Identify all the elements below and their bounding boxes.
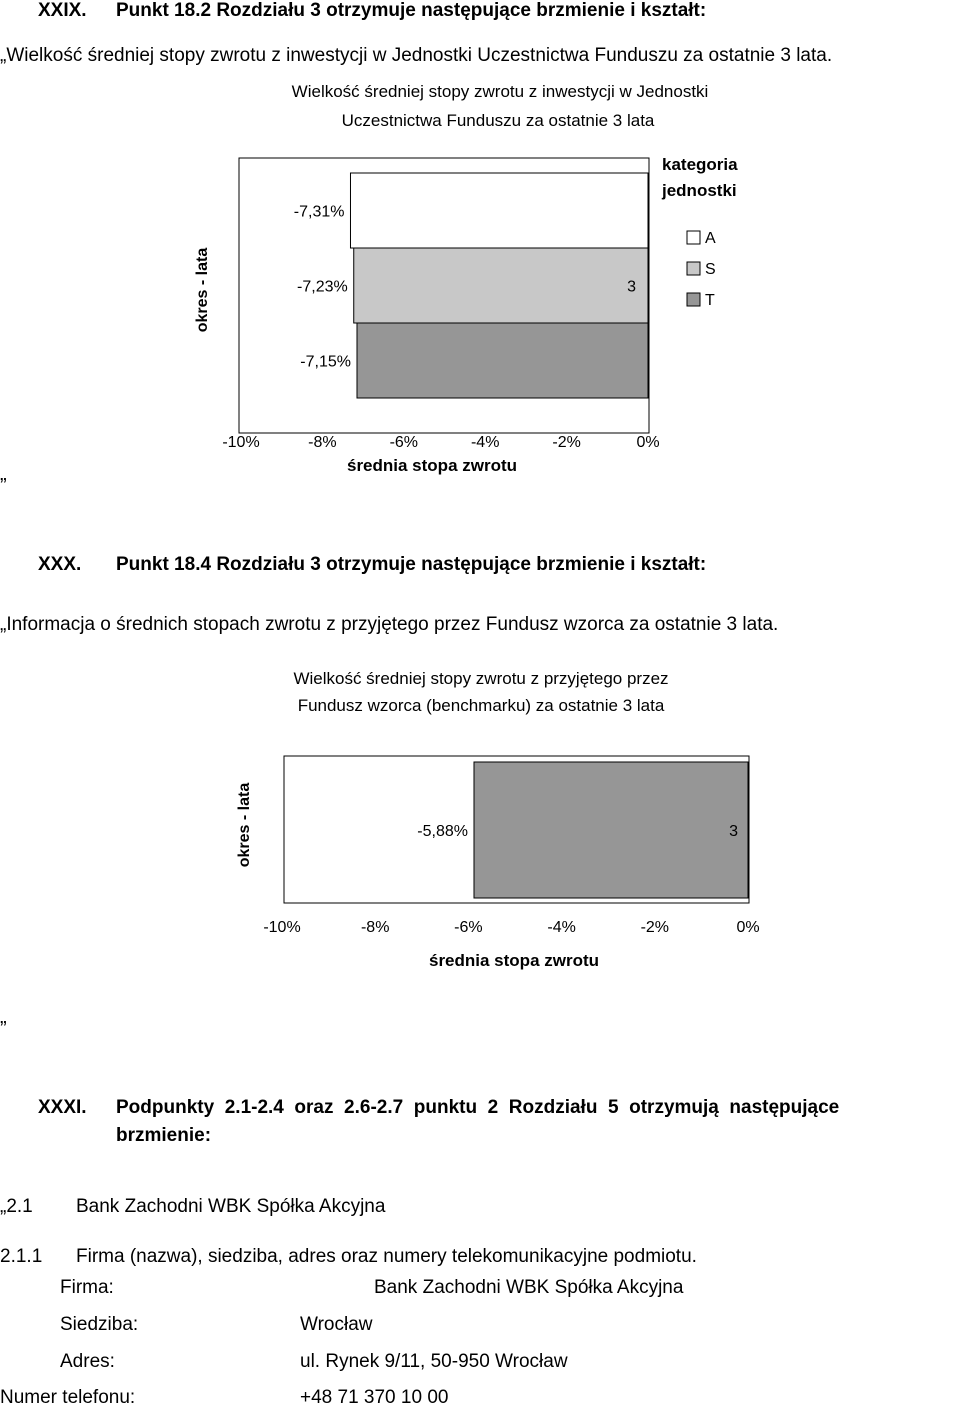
field-label: Firma: <box>60 1277 114 1298</box>
data-label: -5,88% <box>417 823 468 840</box>
legend-title: jednostki <box>662 181 737 200</box>
chart-title: Uczestnictwa Funduszu za ostatnie 3 lata <box>341 111 655 130</box>
x-axis-label: średnia stopa zwrotu <box>346 456 518 475</box>
field-value: Wrocław <box>300 1314 373 1335</box>
x-tick-label: -6% <box>454 919 483 936</box>
legend-entry: T <box>705 292 715 309</box>
item-2-1-text: Bank Zachodni WBK Spółka Akcyjna <box>76 1196 386 1217</box>
x-tick-label: -10% <box>263 919 301 936</box>
x-tick-label: -2% <box>552 434 581 451</box>
legend-swatch <box>687 231 700 244</box>
x-tick-label: -10% <box>222 434 260 451</box>
x-tick-label: -4% <box>470 434 500 451</box>
section-xxix-intro: „Wielkość średniej stopy zwrotu z inwestycji w Jednostki Uczestnictwa Funduszu za ostatnie 3 lata. <box>0 45 833 66</box>
legend-title: kategoria <box>662 155 738 174</box>
closing-quote: ” <box>0 475 7 497</box>
chart-title: Fundusz wzorca (benchmarku) za ostatnie 3 lata <box>297 696 665 715</box>
closing-quote: ” <box>0 1018 7 1040</box>
category-label: 3 <box>627 278 636 296</box>
item-2-1-1-text: Firma (nazwa), siedziba, adres oraz numery telekomunikacyjne podmiotu. <box>76 1246 697 1267</box>
field-value: ul. Rynek 9/11, 50-950 Wrocław <box>300 1351 568 1372</box>
x-tick-label: -6% <box>389 434 419 451</box>
x-tick-label: -8% <box>308 434 337 451</box>
bar-series-T <box>357 323 648 398</box>
x-tick-label: 0% <box>736 919 760 936</box>
section-xxx-intro: „Informacja o średnich stopach zwrotu z przyjętego przez Fundusz wzorca za ostatnie 3 lata. <box>0 614 779 635</box>
data-label: -7,31% <box>293 203 345 221</box>
legend-swatch <box>687 293 700 306</box>
section-xxix-heading: Punkt 18.2 Rozdziału 3 otrzymuje następujące brzmienie i kształt: <box>116 0 707 21</box>
x-tick-label: -2% <box>640 919 670 936</box>
field-value: +48 71 370 10 00 <box>300 1387 449 1408</box>
section-xxx-number: XXX. <box>38 554 82 575</box>
y-axis-label: okres - lata <box>194 247 211 333</box>
field-label: Adres: <box>60 1351 115 1372</box>
bar-benchmark <box>474 762 748 898</box>
section-xxx-heading: Punkt 18.4 Rozdziału 3 otrzymuje następujące brzmienie i kształt: <box>116 554 707 575</box>
legend-swatch <box>687 262 700 275</box>
bar-series-A <box>350 173 648 248</box>
field-label: Siedziba: <box>60 1314 139 1335</box>
section-xxix-number: XXIX. <box>38 0 87 21</box>
chart-title: Wielkość średniej stopy zwrotu z inwestycji w Jednostki <box>291 82 709 101</box>
item-2-1-number: „2.1 <box>0 1196 33 1217</box>
benchmark-chart <box>0 650 960 980</box>
returns-chart-units <box>0 75 960 480</box>
x-axis-label: średnia stopa zwrotu <box>428 951 600 970</box>
section-xxxi-number: XXXI. <box>38 1097 87 1118</box>
legend-entry: S <box>705 261 716 278</box>
field-label: Numer telefonu: <box>0 1387 136 1408</box>
data-label: -7,23% <box>297 278 348 296</box>
data-label: -7,15% <box>300 353 351 371</box>
bar-series-S <box>354 248 648 323</box>
x-tick-label: 0% <box>636 434 660 451</box>
item-2-1-1-number: 2.1.1 <box>0 1246 43 1267</box>
category-label: 3 <box>729 823 738 840</box>
section-xxxi-heading-cont: brzmienie: <box>116 1125 212 1146</box>
x-tick-label: -4% <box>547 919 576 936</box>
x-tick-label: -8% <box>360 919 390 936</box>
field-value: Bank Zachodni WBK Spółka Akcyjna <box>374 1277 684 1298</box>
chart-title: Wielkość średniej stopy zwrotu z przyjętego przez <box>293 669 669 688</box>
legend-entry: A <box>705 230 716 247</box>
y-axis-label: okres - lata <box>236 782 253 868</box>
section-xxxi-heading: Podpunkty 2.1-2.4 oraz 2.6-2.7 punktu 2 Rozdziału 5 otrzymują następujące <box>116 1097 840 1118</box>
